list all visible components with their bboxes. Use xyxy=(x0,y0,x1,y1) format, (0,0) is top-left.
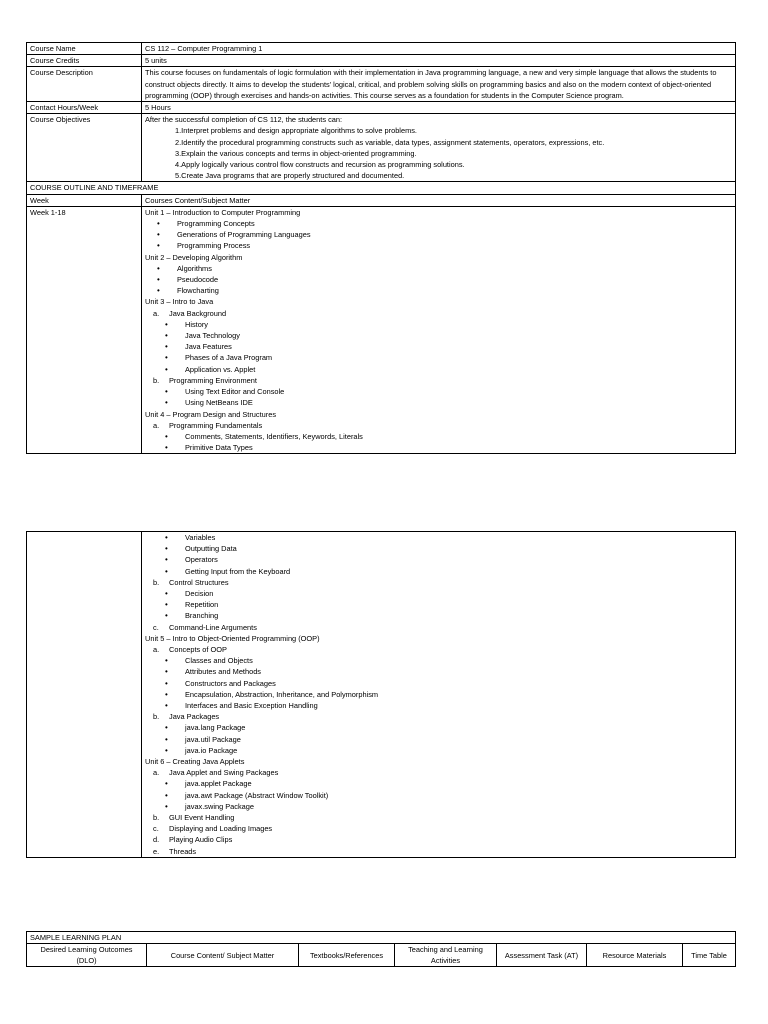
outline-bullet-item xyxy=(145,218,732,229)
bullet-text: Algorithms xyxy=(177,263,212,273)
course-credits-label: Course Credits xyxy=(27,55,142,67)
outline-bullet-item xyxy=(145,790,732,801)
outline-list-continued xyxy=(142,532,736,858)
subtopic-text: Java Background xyxy=(169,308,227,318)
outline-bullet-item xyxy=(145,263,732,274)
subtopic-text: Concepts of OOP xyxy=(169,645,227,655)
bullet-text: Generations of Programming Languages xyxy=(177,230,311,240)
bullet-text: Programming Concepts xyxy=(177,219,255,229)
subtopic-marker: b. xyxy=(153,375,160,385)
course-objectives-row xyxy=(27,114,736,182)
subtopic-text: Programming Environment xyxy=(169,375,257,385)
subtopic-text: Displaying and Loading Images xyxy=(169,824,273,834)
outline-subtopic xyxy=(145,375,732,386)
course-credits-row xyxy=(27,55,736,67)
bullet-text: Phases of a Java Program xyxy=(185,353,273,363)
outline-bullet-item xyxy=(145,341,732,352)
bullet-text: Primitive Data Types xyxy=(185,443,253,453)
learning-plan-table xyxy=(26,931,736,967)
bullet-text: Getting Input from the Keyboard xyxy=(185,566,291,576)
outline-subtopic xyxy=(145,711,732,722)
bullet-text: Flowcharting xyxy=(177,286,219,296)
unit-heading xyxy=(145,252,732,263)
course-name-row xyxy=(27,43,736,55)
outline-subtopic xyxy=(145,846,732,857)
outline-heading-row xyxy=(27,182,736,194)
outline-bullet-item xyxy=(145,734,732,745)
subtopic-text: Java Applet and Swing Packages xyxy=(169,768,279,778)
outline-bullet-item xyxy=(145,442,732,453)
outline-bullet-item xyxy=(145,386,732,397)
outline-bullet-item xyxy=(145,801,732,812)
unit-heading xyxy=(145,409,732,420)
unit-heading-text: Unit 5 – Intro to Object-Oriented Programming (OOP) xyxy=(145,633,320,643)
bullet-text: Constructors and Packages xyxy=(185,678,276,688)
contact-hours-label: Contact Hours/Week xyxy=(27,102,142,114)
unit-heading-text: Unit 4 – Program Design and Structures xyxy=(145,409,277,419)
course-objectives-label: Course Objectives xyxy=(27,114,142,182)
outline-bullet-item xyxy=(145,566,732,577)
outline-subtopic xyxy=(145,420,732,431)
outline-bullet-item xyxy=(145,745,732,756)
header-assessment-task: Assessment Task (AT) xyxy=(497,944,587,967)
bullet-text: Operators xyxy=(185,555,218,565)
outline-continued-row xyxy=(27,532,736,858)
outline-header-row xyxy=(27,194,736,206)
unit-heading xyxy=(145,296,732,307)
outline-bullet-item xyxy=(145,364,732,375)
course-name-value: CS 112 – Computer Programming 1 xyxy=(142,43,736,55)
outline-heading: COURSE OUTLINE AND TIMEFRAME xyxy=(27,182,736,194)
outline-subtopic xyxy=(145,577,732,588)
week-value-empty xyxy=(27,532,142,858)
bullet-text: Using NetBeans IDE xyxy=(185,398,253,408)
outline-subtopic xyxy=(145,308,732,319)
subtopic-text: Threads xyxy=(169,846,197,856)
header-time-table: Time Table xyxy=(683,944,736,967)
bullet-text: History xyxy=(185,319,208,329)
bullet-text: Interfaces and Basic Exception Handling xyxy=(185,701,318,711)
bullet-text: java.lang Package xyxy=(185,723,246,733)
outline-bullet-item xyxy=(145,285,732,296)
subtopic-marker: b. xyxy=(153,813,160,823)
objectives-intro: After the successful completion of CS 112, the students can: xyxy=(145,115,343,125)
outline-bullet-item xyxy=(145,532,732,543)
outline-bullet-item xyxy=(145,274,732,285)
bullet-text: Attributes and Methods xyxy=(185,667,262,677)
course-info-table xyxy=(26,42,736,454)
header-teaching-activities: Teaching and Learning Activities xyxy=(395,944,497,967)
outline-continued-table xyxy=(26,531,736,858)
outline-bullet-item xyxy=(145,397,732,408)
unit-heading xyxy=(145,756,732,767)
outline-bullet-item xyxy=(145,678,732,689)
outline-bullet-item xyxy=(145,431,732,442)
contact-hours-value: 5 Hours xyxy=(142,102,736,114)
unit-heading xyxy=(145,633,732,644)
subtopic-marker: d. xyxy=(153,835,160,845)
week-header: Week xyxy=(27,194,142,206)
header-resource-materials: Resource Materials xyxy=(587,944,683,967)
header-course-content: Course Content/ Subject Matter xyxy=(147,944,299,967)
bullet-text: Application vs. Applet xyxy=(185,364,256,374)
subtopic-text: Command-Line Arguments xyxy=(169,622,257,632)
bullet-text: javax.swing Package xyxy=(185,801,255,811)
outline-bullet-item xyxy=(145,599,732,610)
unit-heading-text: Unit 1 – Introduction to Computer Programming xyxy=(145,207,301,217)
outline-bullet-item xyxy=(145,554,732,565)
objective-5: 5.Create Java programs that are properly structured and documented. xyxy=(175,171,405,181)
outline-subtopic xyxy=(145,834,732,845)
week-value: Week 1-18 xyxy=(27,206,142,453)
outline-subtopic xyxy=(145,644,732,655)
header-dlo: Desired Learning Outcomes (DLO) xyxy=(27,944,147,967)
outline-subtopic xyxy=(145,823,732,834)
bullet-text: java.io Package xyxy=(185,745,238,755)
subtopic-marker: c. xyxy=(153,824,159,834)
outline-bullet-item xyxy=(145,655,732,666)
bullet-text: Using Text Editor and Console xyxy=(185,387,285,397)
bullet-text: Java Technology xyxy=(185,331,240,341)
objective-1: 1.Interpret problems and design appropriate algorithms to solve problems. xyxy=(175,126,417,136)
subtopic-marker: e. xyxy=(153,846,160,856)
subtopic-marker: c. xyxy=(153,622,159,632)
subtopic-text: Programming Fundamentals xyxy=(169,420,263,430)
bullet-text: java.awt Package (Abstract Window Toolkit) xyxy=(185,790,329,800)
learning-plan-header-row xyxy=(27,944,736,967)
contact-hours-row xyxy=(27,102,736,114)
subtopic-text: Java Packages xyxy=(169,712,220,722)
outline-bullet-item xyxy=(145,588,732,599)
bullet-text: Pseudocode xyxy=(177,275,219,285)
bullet-text: Programming Process xyxy=(177,241,251,251)
learning-plan-title-row xyxy=(27,932,736,944)
unit-heading-text: Unit 3 – Intro to Java xyxy=(145,297,214,307)
header-textbooks: Textbooks/References xyxy=(299,944,395,967)
unit-heading-text: Unit 6 – Creating Java Applets xyxy=(145,757,245,767)
outline-bullet-item xyxy=(145,330,732,341)
outline-body-row xyxy=(27,206,736,453)
outline-subtopic xyxy=(145,622,732,633)
outline-bullet-item xyxy=(145,610,732,621)
subtopic-text: Playing Audio Clips xyxy=(169,835,233,845)
outline-subtopic xyxy=(145,812,732,823)
course-description-value: This course focuses on fundamentals of logic formulation with their implementation in Java programming language, a new and very simple language that allows the students to construct objects directly. It aims to develop the students' logical, critical, and problem solving skills on programming basics and also on the modern context of object-oriented programming (OOP) through exercises and hands-on activities. This course serves as a foundation for students in the Computer Science program. xyxy=(142,67,736,102)
bullet-text: Comments, Statements, Identifiers, Keywords, Literals xyxy=(185,431,363,441)
subtopic-marker: b. xyxy=(153,577,160,587)
unit-heading-text: Unit 2 – Developing Algorithm xyxy=(145,252,243,262)
bullet-text: Decision xyxy=(185,589,214,599)
course-objectives-value xyxy=(142,114,736,182)
objective-3: 3.Explain the various concepts and terms in object-oriented programming. xyxy=(175,148,417,158)
outline-bullet-item xyxy=(145,352,732,363)
bullet-text: java.util Package xyxy=(185,734,241,744)
bullet-text: java.applet Package xyxy=(185,779,252,789)
outline-bullet-item xyxy=(145,700,732,711)
content-header: Courses Content/Subject Matter xyxy=(142,194,736,206)
subtopic-marker: a. xyxy=(153,420,160,430)
outline-bullet-item xyxy=(145,778,732,789)
subtopic-marker: a. xyxy=(153,308,160,318)
outline-bullet-item xyxy=(145,240,732,251)
course-description-label: Course Description xyxy=(27,67,142,102)
outline-bullet-item xyxy=(145,319,732,330)
bullet-text: Branching xyxy=(185,611,219,621)
outline-bullet-item xyxy=(145,543,732,554)
bullet-text: Repetition xyxy=(185,600,219,610)
objective-2: 2.Identify the procedural programming constructs such as variable, data types, assignment statements, operators, expressions, etc. xyxy=(175,137,605,147)
course-description-row xyxy=(27,67,736,102)
bullet-text: Java Features xyxy=(185,342,232,352)
subtopic-text: Control Structures xyxy=(169,577,229,587)
subtopic-text: GUI Event Handling xyxy=(169,813,235,823)
subtopic-marker: a. xyxy=(153,645,160,655)
outline-bullet-item xyxy=(145,689,732,700)
bullet-text: Outputting Data xyxy=(185,544,237,554)
learning-plan-title: SAMPLE LEARNING PLAN xyxy=(27,932,736,944)
unit-heading xyxy=(145,207,732,218)
outline-bullet-item xyxy=(145,666,732,677)
course-credits-value: 5 units xyxy=(142,55,736,67)
bullet-text: Encapsulation, Abstraction, Inheritance, and Polymorphism xyxy=(185,689,379,699)
outline-subtopic xyxy=(145,767,732,778)
bullet-text: Classes and Objects xyxy=(185,656,253,666)
objective-4: 4.Apply logically various control flow constructs and recursion as programming solutions. xyxy=(175,160,465,170)
subtopic-marker: b. xyxy=(153,712,160,722)
outline-list xyxy=(142,206,736,453)
outline-bullet-item xyxy=(145,229,732,240)
course-name-label: Course Name xyxy=(27,43,142,55)
bullet-text: Variables xyxy=(185,533,216,542)
subtopic-marker: a. xyxy=(153,768,160,778)
outline-bullet-item xyxy=(145,722,732,733)
